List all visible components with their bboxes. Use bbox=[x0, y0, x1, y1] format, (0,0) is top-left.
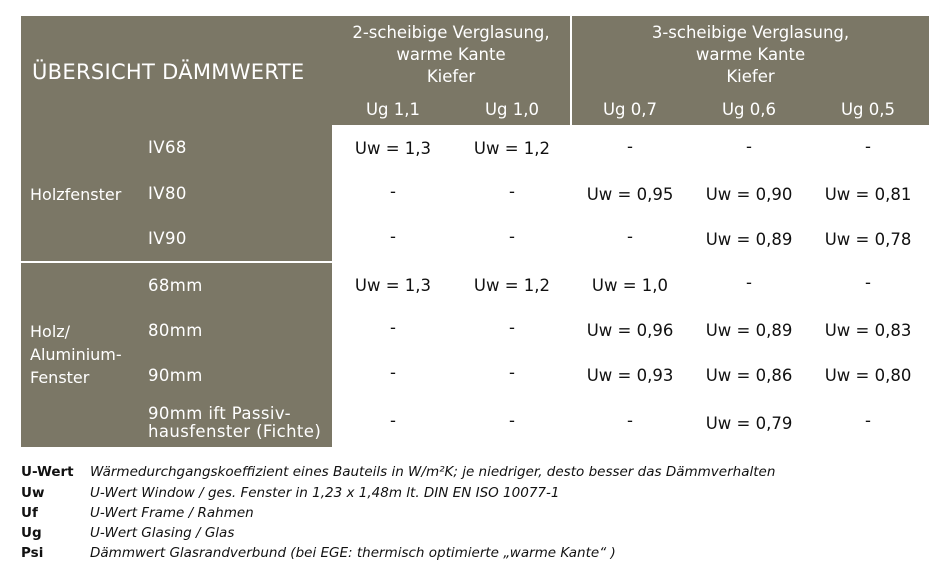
value-cell: Uw = 0,89 bbox=[705, 321, 793, 340]
value-cell: - bbox=[509, 411, 515, 430]
row-label: 68mm bbox=[148, 276, 203, 295]
group-header-line: 3-scheibige Verglasung, bbox=[651, 23, 850, 42]
row-label: IV80 bbox=[148, 184, 187, 203]
value-cell: - bbox=[509, 363, 515, 382]
value-cell: Uw = 0,95 bbox=[586, 185, 674, 204]
value-cell: - bbox=[509, 182, 515, 201]
legend-desc: Dämmwert Glasrandverbund (bei EGE: thermisch optimierte „warme Kante“ ) bbox=[90, 545, 616, 561]
legend-desc: U-Wert Frame / Rahmen bbox=[90, 505, 254, 521]
group-header-line: Kiefer bbox=[726, 67, 775, 86]
legend-term: U-Wert bbox=[21, 464, 74, 480]
value-cell: - bbox=[865, 411, 871, 430]
legend-term: Uf bbox=[21, 505, 38, 521]
value-cell: - bbox=[390, 182, 396, 201]
ug-header: Ug 1,0 bbox=[484, 100, 540, 119]
value-cell: - bbox=[390, 363, 396, 382]
ug-header: Ug 0,7 bbox=[602, 100, 658, 119]
value-cell: Uw = 1,2 bbox=[473, 139, 551, 158]
section-divider bbox=[21, 261, 332, 263]
row-label-line: 90mm ift Passiv- bbox=[148, 404, 291, 423]
row-label-line: hausfenster (Fichte) bbox=[148, 422, 322, 441]
legend-desc: Wärmedurchgangskoeffizient eines Bauteils in W/m²K; je niedriger, desto besser das Dämmverhalten bbox=[90, 464, 776, 480]
value-cell: - bbox=[746, 273, 752, 292]
legend-term: Ug bbox=[21, 525, 42, 541]
value-cell: - bbox=[627, 227, 633, 246]
value-cell: Uw = 0,90 bbox=[705, 185, 793, 204]
section-label-line: Holzfenster bbox=[30, 185, 122, 204]
row-label-passivhaus bbox=[148, 405, 321, 441]
value-cell: - bbox=[865, 273, 871, 292]
value-cell: - bbox=[627, 137, 633, 156]
section-label-line: Holz/ bbox=[30, 322, 71, 341]
legend-term: Uw bbox=[21, 485, 45, 501]
table-title: ÜBERSICHT DÄMMWERTE bbox=[32, 60, 305, 84]
legend-term: Psi bbox=[21, 545, 44, 561]
row-label: 80mm bbox=[148, 321, 203, 340]
section-label-line: Aluminium- bbox=[30, 345, 122, 364]
value-cell: Uw = 1,3 bbox=[354, 139, 432, 158]
group-header-3-scheibig bbox=[572, 22, 929, 88]
value-cell: Uw = 0,79 bbox=[705, 414, 793, 433]
value-cell: - bbox=[865, 137, 871, 156]
group-header-line: warme Kante bbox=[396, 45, 506, 64]
value-cell: Uw = 0,81 bbox=[824, 185, 912, 204]
section-label-line: Fenster bbox=[30, 368, 90, 387]
value-cell: Uw = 1,0 bbox=[591, 276, 669, 295]
value-cell: Uw = 0,78 bbox=[824, 230, 912, 249]
value-cell: - bbox=[390, 318, 396, 337]
value-cell: Uw = 0,80 bbox=[824, 366, 912, 385]
ug-header: Ug 0,6 bbox=[721, 100, 777, 119]
value-cell: Uw = 0,96 bbox=[586, 321, 674, 340]
row-label: 90mm bbox=[148, 366, 203, 385]
legend-desc: U-Wert Glasing / Glas bbox=[90, 525, 235, 541]
value-cell: Uw = 0,89 bbox=[705, 230, 793, 249]
group-header-line: warme Kante bbox=[695, 45, 806, 64]
value-cell: Uw = 1,3 bbox=[354, 276, 432, 295]
value-cell: Uw = 0,93 bbox=[586, 366, 674, 385]
section-label-holz-aluminium bbox=[30, 320, 122, 389]
value-cell: Uw = 0,86 bbox=[705, 366, 793, 385]
value-cell: - bbox=[627, 411, 633, 430]
ug-header: Ug 1,1 bbox=[365, 100, 421, 119]
section-label-holzfenster bbox=[30, 183, 121, 206]
value-cell: - bbox=[509, 318, 515, 337]
group-header-line: Kiefer bbox=[426, 67, 476, 86]
value-cell: - bbox=[746, 137, 752, 156]
ug-header: Ug 0,5 bbox=[840, 100, 896, 119]
group-header-2-scheibig bbox=[332, 22, 570, 88]
row-label: IV68 bbox=[148, 138, 187, 157]
group-header-line: 2-scheibige Verglasung, bbox=[352, 23, 550, 42]
value-cell: - bbox=[390, 227, 396, 246]
value-cell: Uw = 0,83 bbox=[824, 321, 912, 340]
legend-desc: U-Wert Window / ges. Fenster in 1,23 x 1,48m lt. DIN EN ISO 10077-1 bbox=[90, 485, 560, 501]
value-cell: - bbox=[390, 411, 396, 430]
row-label: IV90 bbox=[148, 229, 187, 248]
value-cell: Uw = 1,2 bbox=[473, 276, 551, 295]
value-cell: - bbox=[509, 227, 515, 246]
